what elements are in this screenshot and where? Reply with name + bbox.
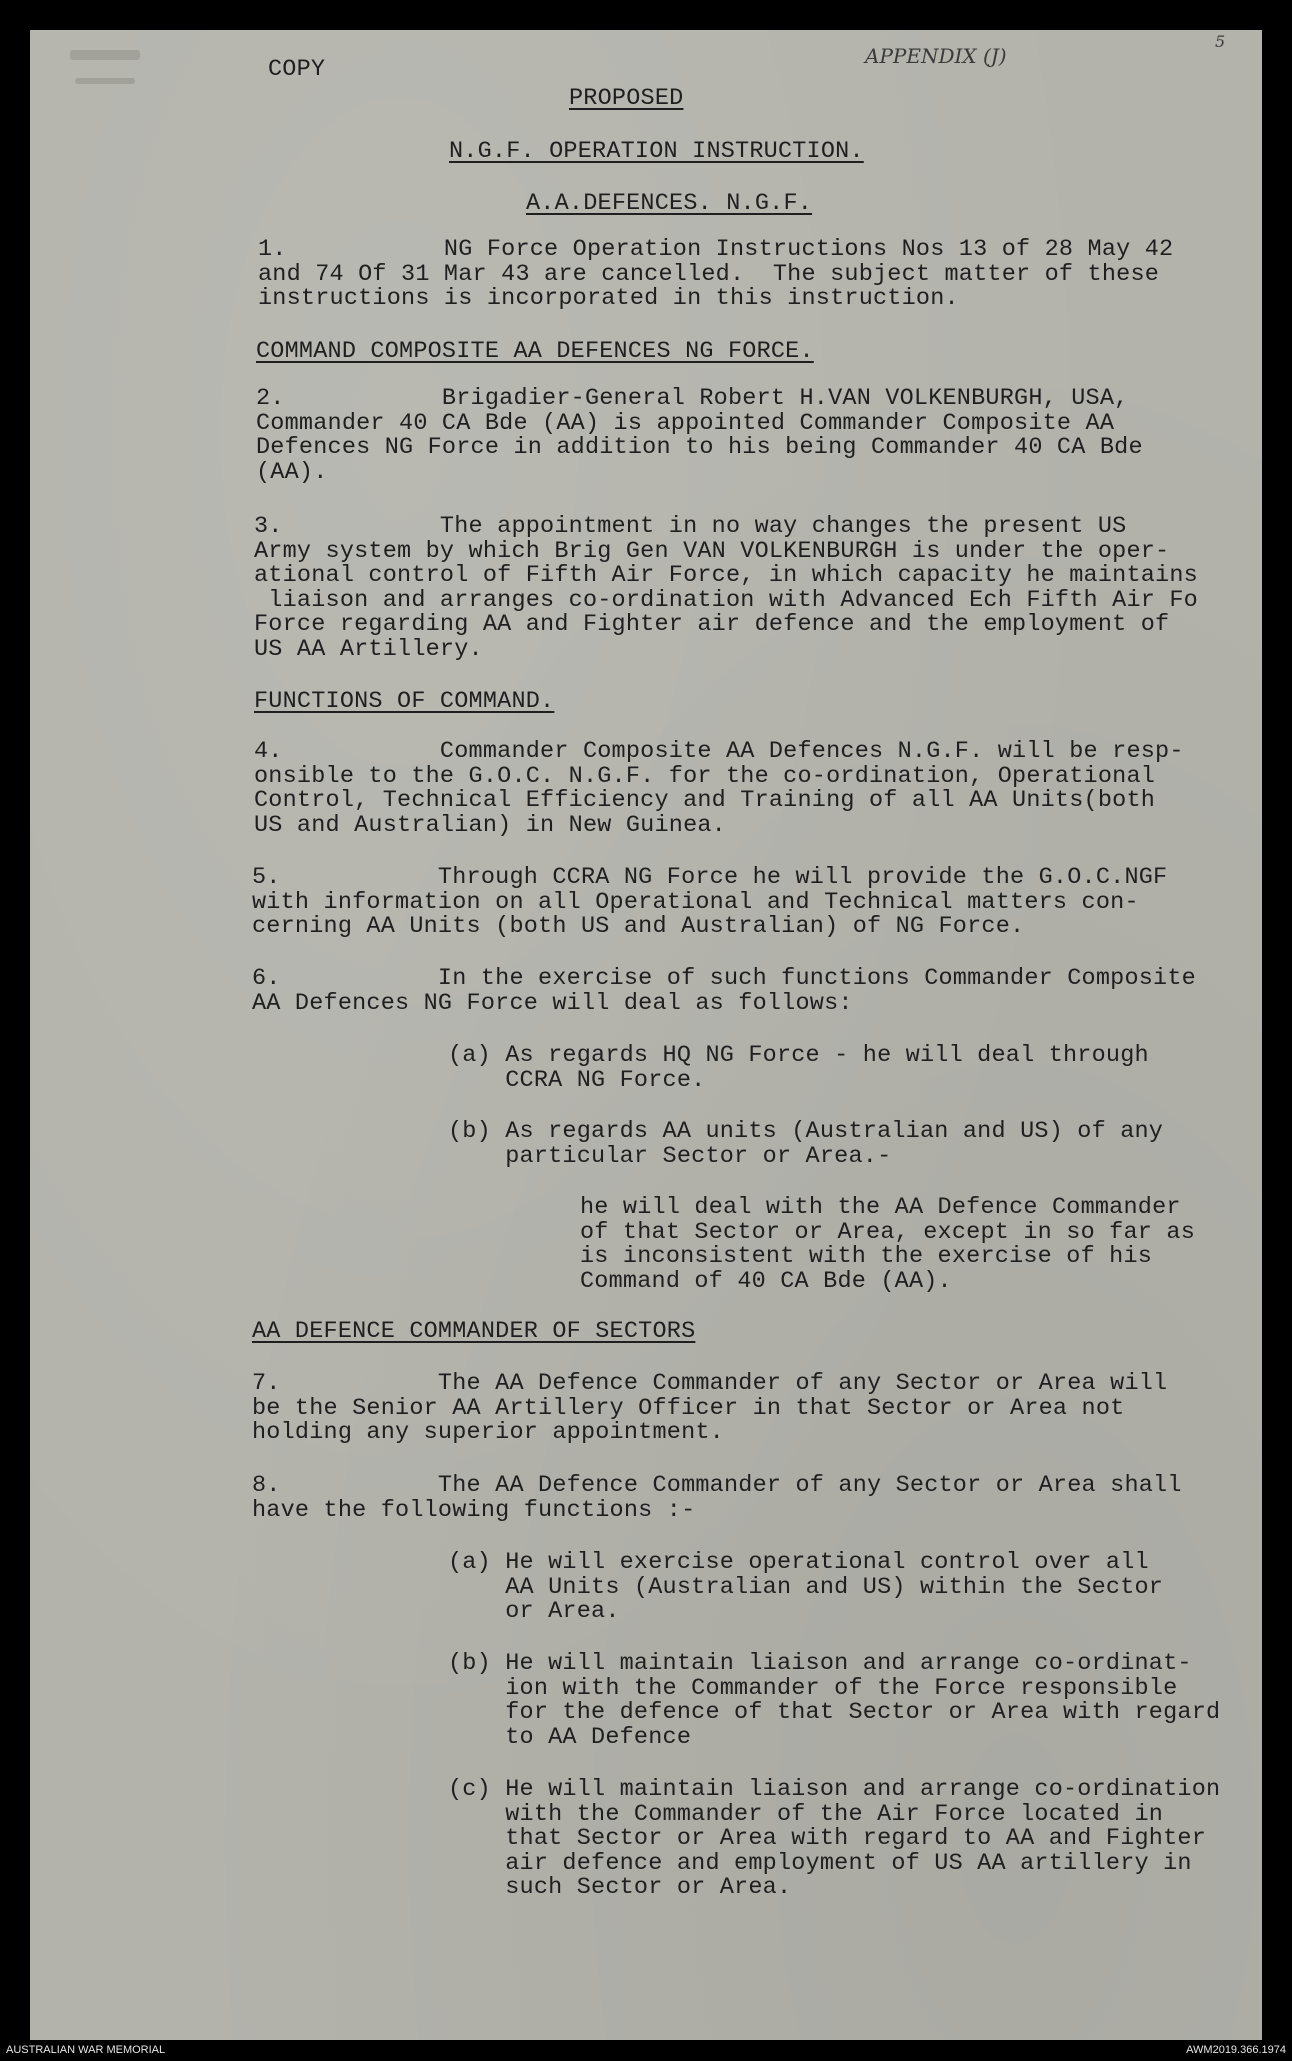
title-proposed: PROPOSED <box>569 85 684 112</box>
paragraph-7: 7. The AA Defence Commander of any Sector or Area will be the Senior AA Artillery Officer in that Sector or Area not holding any superior appointment. <box>252 1370 1168 1446</box>
heading-sectors: AA DEFENCE COMMANDER OF SECTORS <box>252 1318 696 1345</box>
paragraph-6b-continued: he will deal with the AA Defence Commander of that Sector or Area, except in so far as is inconsistent with the exercise of his Command of 40 CA Bde (AA). <box>580 1194 1195 1295</box>
handwritten-appendix-note: APPENDIX (J) <box>865 44 1007 68</box>
title-operation-instruction: N.G.F. OPERATION INSTRUCTION. <box>449 138 864 165</box>
paper-stain <box>75 78 135 84</box>
paragraph-1: 1. NG Force Operation Instructions Nos 13 of 28 May 42 and 74 Of 31 Mar 43 are cancelled. The subject matter of these instructions is incorporated in this instruction. <box>258 236 1174 312</box>
paragraph-8: 8. The AA Defence Commander of any Sector or Area shall have the following functions :- <box>252 1472 1182 1524</box>
title-aa-defences: A.A.DEFENCES. N.G.F. <box>526 190 813 217</box>
paragraph-8c: (c) He will maintain liaison and arrange co-ordination with the Commander of the Air Force located in that Sector or Area with regard to AA and Fighter air defence and employment of US AA artillery in such Sector or Area. <box>448 1776 1221 1901</box>
copy-mark: COPY <box>268 56 326 83</box>
paragraph-8a: (a) He will exercise operational control over all AA Units (Australian and US) within the Sector or Area. <box>448 1549 1164 1625</box>
heading-functions: FUNCTIONS OF COMMAND. <box>254 688 555 715</box>
heading-command: COMMAND COMPOSITE AA DEFENCES NG FORCE. <box>256 338 814 365</box>
paragraph-6: 6. In the exercise of such functions Commander Composite AA Defences NG Force will deal as follows: <box>252 965 1196 1017</box>
paper-stain <box>70 50 140 60</box>
footer-institution: AUSTRALIAN WAR MEMORIAL <box>6 2044 166 2056</box>
page-mark: 5 <box>1215 32 1226 51</box>
paragraph-4: 4. Commander Composite AA Defences N.G.F. will be resp- onsible to the G.O.C. N.G.F. for the co-ordination, Operational Control, Technical Efficiency and Training of all AA Units(both US and Australian) in New Guinea. <box>254 738 1184 839</box>
footer-reference: AWM2019.366.1974 <box>1186 2044 1286 2056</box>
paragraph-3: 3. The appointment in no way changes the present US Army system by which Brig Gen VAN VOLKENBURGH is under the oper- ational control of Fifth Air Force, in which capacity he maintains liaison and arranges co-ordination with Advanced Ech Fifth Air Fo Force regarding AA and Fighter air defence and the employment of US AA Artillery. <box>254 513 1198 663</box>
paragraph-5: 5. Through CCRA NG Force he will provide the G.O.C.NGF with information on all Operational and Technical matters con- cerning AA Units (both US and Australian) of NG Force. <box>252 864 1168 940</box>
paragraph-8b: (b) He will maintain liaison and arrange co-ordinat- ion with the Commander of the Force responsible for the defence of that Sector or Area with regard to AA Defence <box>448 1650 1221 1751</box>
archive-footer <box>0 2039 1292 2061</box>
document-page <box>30 30 1262 2040</box>
paragraph-6a: (a) As regards HQ NG Force - he will deal through CCRA NG Force. <box>448 1042 1149 1094</box>
paragraph-6b: (b) As regards AA units (Australian and US) of any particular Sector or Area.- <box>448 1118 1164 1170</box>
paragraph-2: 2. Brigadier-General Robert H.VAN VOLKENBURGH, USA, Commander 40 CA Bde (AA) is appointed Commander Composite AA Defences NG Force in addition to his being Commander 40 CA Bde (AA). <box>256 385 1143 486</box>
